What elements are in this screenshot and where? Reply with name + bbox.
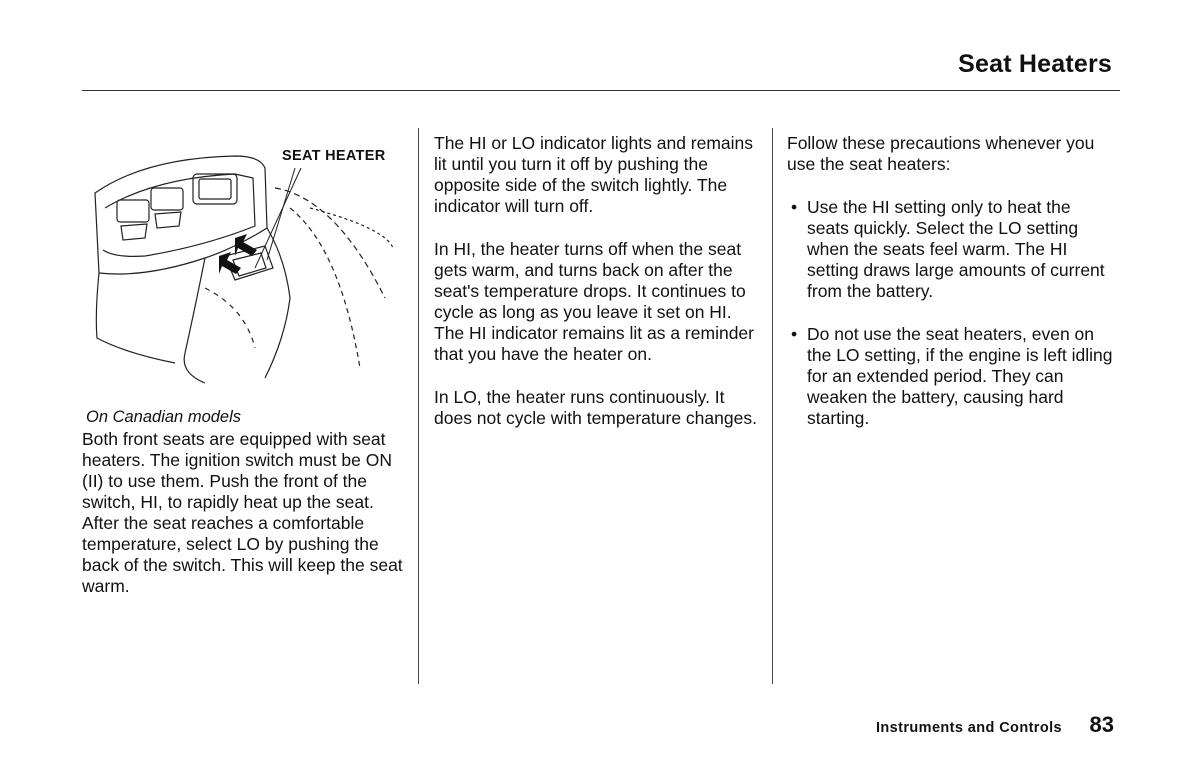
page-number: 83 <box>1089 712 1114 737</box>
header-rule <box>82 90 1120 91</box>
door-panel-drawing <box>85 138 405 388</box>
column-divider-2 <box>772 128 773 684</box>
precautions-intro: Follow these precautions whenever you use the seat heaters: <box>787 133 1095 174</box>
list-item-text: Do not use the seat heaters, even on the LO setting, if the engine is left idling for an extended period. They can weaken the battery, causing hard starting. <box>807 324 1113 428</box>
list-item-text: Use the HI setting only to heat the seats quickly. Select the LO setting when the seats feel warm. The HI setting draws large amounts of current from the battery. <box>807 197 1105 301</box>
bullet-icon: • <box>791 324 798 344</box>
bullet-icon: • <box>791 197 798 217</box>
figure-label: SEAT HEATER <box>282 148 386 164</box>
footer-section-title: Instruments and Controls <box>875 720 1062 736</box>
middle-column <box>434 133 764 451</box>
precautions-list <box>787 197 1117 429</box>
paragraph: Both front seats are equipped with seat heaters. The ignition switch must be ON (II) to use them. Push the front of the switch, HI, to rapidly heat up the seat. After the seat reaches a comfortable temperature, select LO by pushing the back of the switch. This will keep the seat warm. <box>82 429 403 596</box>
list-item <box>787 197 1117 302</box>
figure-caption: On Canadian models <box>86 408 242 426</box>
paragraph: In LO, the heater runs continuously. It does not cycle with temperature changes. <box>434 387 757 428</box>
left-column <box>82 429 412 619</box>
page-title: Seat Heaters <box>958 50 1112 78</box>
paragraph: In HI, the heater turns off when the seat gets warm, and turns back on after the seat's temperature drops. It continues to cycle as long as you leave it set on HI. The HI indicator remains lit as a reminder that you have the heater on. <box>434 239 754 364</box>
list-item <box>787 324 1117 429</box>
right-column <box>787 133 1117 451</box>
column-divider-1 <box>418 128 419 684</box>
seat-heater-illustration <box>85 138 405 388</box>
paragraph: The HI or LO indicator lights and remains lit until you turn it off by pushing the opposite side of the switch lightly. The indicator will turn off. <box>434 133 754 216</box>
